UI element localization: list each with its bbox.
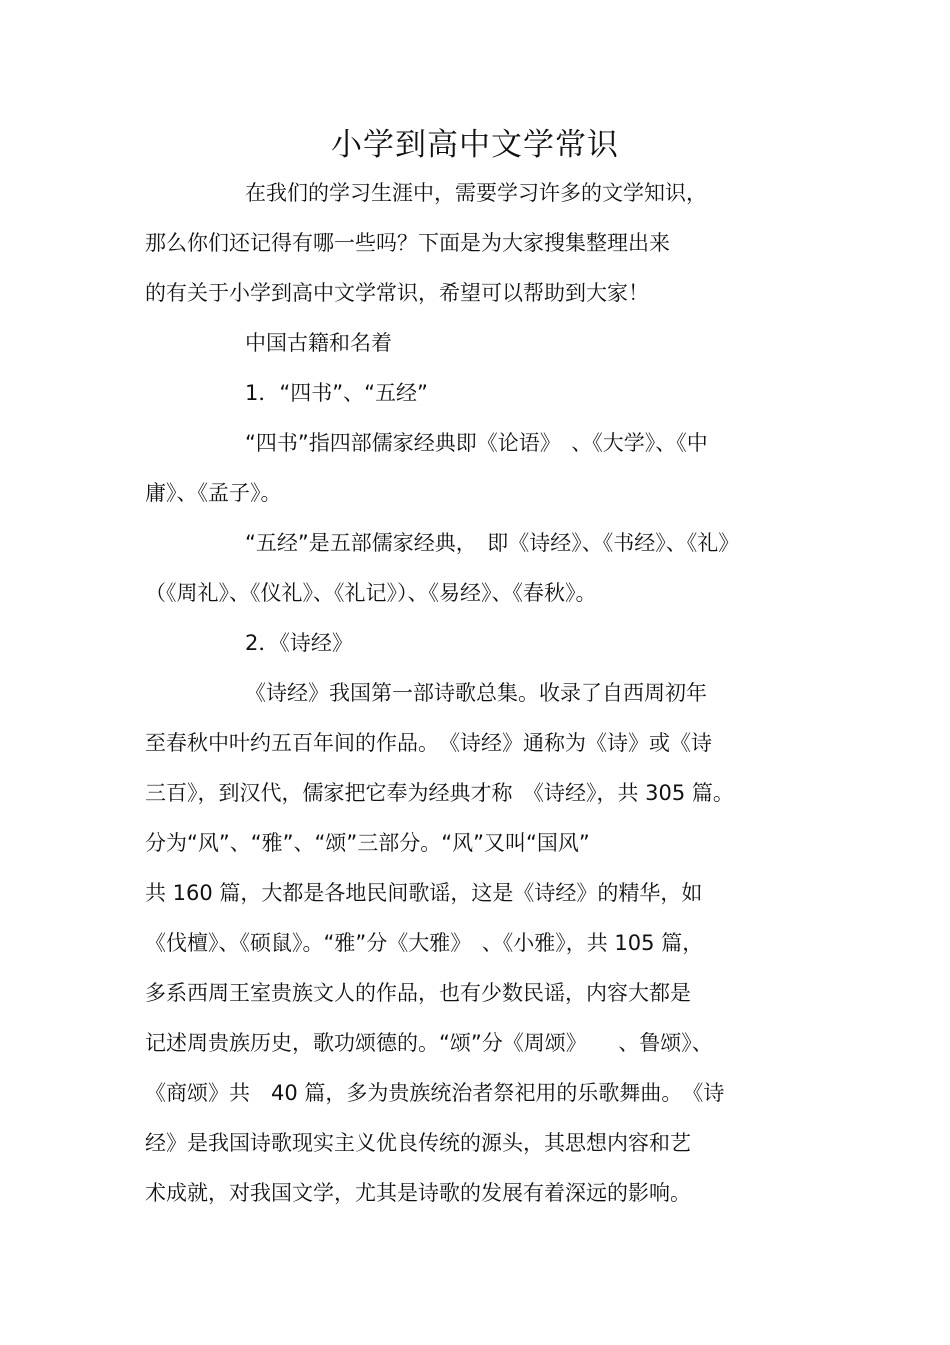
text-line: 庸》、《孟子》。 [145,481,282,505]
text-line: 共 160 篇，大都是各地民间歌谣，这是《诗经》的精华，如 [145,881,703,905]
text-line: 三百》，到汉代，儒家把它奉为经典才称 《诗经》，共 305 篇。 [145,781,734,805]
page-title: 小学到高中文学常识 [331,127,619,163]
text-line: 那么你们还记得有哪一些吗？下面是为大家搜集整理出来 [145,231,670,255]
text-line: “四书”指四部儒家经典即《论语》 、《大学》、《中 [245,431,708,455]
text-line: 《商颂》共 40 篇，多为贵族统治者祭祀用的乐歌舞曲。 《诗 [145,1081,725,1105]
text-line: 在我们的学习生涯中，需要学习许多的文学知识， [245,181,707,205]
text-line: 多系西周王室贵族文人的作品，也有少数民谣，内容大都是 [145,981,691,1005]
text-line: 分为“风”、“雅”、“颂”三部分。“风”又叫“国风” [145,831,590,855]
text-line: 至春秋中叶约五百年间的作品。 《诗经》通称为《诗》或《诗 [145,731,712,755]
text-line: 经》是我国诗歌现实主义优良传统的源头，其思想内容和艺 [145,1131,691,1155]
subsection-heading: 2．《诗经》 [245,631,353,655]
text-line: 的有关于小学到高中文学常识，希望可以帮助到大家！ [145,281,649,305]
subsection-heading: 1．“四书”、“五经” [245,381,428,405]
text-line: 记述周贵族历史，歌功颂德的。“颂”分《周颂》 、鲁颂》、 [145,1031,713,1055]
text-line: 术成就，对我国文学，尤其是诗歌的发展有着深远的影响。 [145,1181,691,1205]
text-line: “五经”是五部儒家经典， 即《诗经》、《书经》、《礼》 [245,531,740,555]
text-line: 《伐檀》、《硕鼠》。“雅”分《大雅》 、《小雅》，共 105 篇， [145,931,704,955]
section-heading: 中国古籍和名着 [245,331,392,355]
text-line: 《诗经》我国第一部诗歌总集。收录了自西周初年 [245,681,707,705]
text-line: （《周礼》、《仪礼》、《礼记》）、《易经》、《春秋》。 [145,581,597,605]
